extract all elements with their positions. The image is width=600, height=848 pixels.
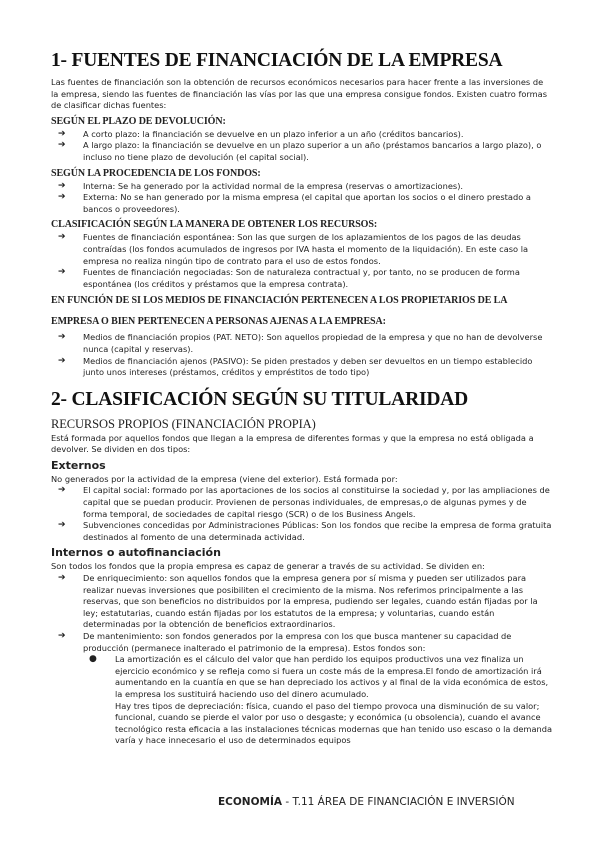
arrow-icon: ➔ [58,573,66,584]
footer-subject: ECONOMÍA [218,796,282,808]
arrow-icon: ➔ [58,232,66,243]
arrow-icon: ➔ [58,180,66,191]
list-item: ➔ El capital social: formado por las aportaciones de los socios al constituirse la sociedad y, por las ampliaciones de capital que se puedan producir. Provienen de personas individuales, de empresas,o de algunas pymes y de forma temporal, de sociedades de capital riesgo (SCR) o de los Business Angels. [58,485,550,519]
list-item: ➔ A corto plazo: la financiación se devuelve en un plazo inferior a un año (créditos bancarios). [58,128,464,139]
section-1-intro: Las fuentes de financiación son la obtención de recursos económicos necesarios para hacer frente a las inversiones de la empresa, siendo las fuentes de financiación las vías por las que una empresa consigue fondos. Existen cuatro formas de clasificar dichas fuentes: [51,77,548,111]
section-1-title: 1- FUENTES DE FINANCIACIÓN DE LA EMPRESA [51,50,503,71]
list-item: ➔ A largo plazo: la financiación se devuelve en un plazo superior a un año (préstamos bancarios a largo plazo), o incluso no tiene plazo de devolución (el capital social). [58,140,542,162]
arrow-icon: ➔ [58,128,66,139]
list-externos [51,485,553,543]
list-item: ➔ De enriquecimiento: son aquellos fondos que la empresa genera por sí misma y pueden ser utilizados para realizar nuevas inversiones que posibiliten el crecimiento de la misma. Nos referimos principalmente a las reservas, que son beneficios no distribuidos por la empresa, pudiendo ser legales, cuando están fijadas por la ley; estatutarias, cuando están fijadas por los estatutos de la empresa; y voluntarias, cuando están determinadas por la obtención de beneficios extraordinarios. [58,573,538,630]
arrow-icon: ➔ [58,192,66,203]
list-procedencia [51,181,553,216]
footer-topic: - T.11 ÁREA DE FINANCIACIÓN E INVERSIÓN [282,796,515,808]
heading-manera: CLASIFICACIÓN SEGÚN LA MANERA DE OBTENER LOS RECURSOS: [51,219,378,231]
list-propietarios [51,332,553,378]
arrow-icon: ➔ [58,485,66,496]
externos-intro: No generados por la actividad de la empresa (viene del exterior). Está formada por: [51,473,398,484]
list-plazo [51,129,553,164]
list-item: ● La amortización es el cálculo del valor que han perdido los equipos productivos una vez finaliza un ejercicio económico y se refleja como si fuera un coste más de la empresa.El fondo de amortización irá aumentando en la cuantía en que se han depreciado los activos y al final de la vida económica de estos, la empresa los sustituirá haciendo uso del dinero acumulado. Hay tres tipos de depreciación: física, cuando el paso del tiempo provoca una disminución de su valor; funcional, cuando se pierde el valor por uso o desgaste; y económica (u obsolencia), cuando el avance tecnológico resta eficacia a las instalaciones técnicas modernas que han tenido uso escaso o la demanda varía y hace innecesario el uso de determinados equipos [89,654,553,746]
list-item: ➔ Medios de financiación ajenos (PASIVO): Se piden prestados y deben ser devueltos en un tiempo establecido junto unos intereses (préstamos, créditos y empréstitos de todo tipo) [58,355,533,378]
heading-procedencia: SEGÚN LA PROCEDENCIA DE LOS FONDOS: [51,167,261,179]
arrow-icon: ➔ [58,355,66,366]
document-page [51,50,553,747]
section-2-subtitle: RECURSOS PROPIOS (FINANCIACIÓN PROPIA) [51,416,316,431]
list-manera [51,232,553,290]
heading-internos: Internos o autofinanciación [51,546,221,560]
arrow-icon: ➔ [58,631,66,641]
arrow-icon: ➔ [58,140,66,151]
heading-propietarios: EN FUNCIÓN DE SI LOS MEDIOS DE FINANCIACIÓN PERTENECEN A LOS PROPIETARIOS DE LA EMPRESA O BIEN PERTENECEN A PERSONAS AJENAS A LA EMPRESA: [51,295,507,328]
list-item: ➔ Subvenciones concedidas por Administraciones Públicas: Son los fondos que recibe la empresa de forma gratuita destinados al fomento de una determinada actividad. [58,520,552,542]
bullet-icon: ● [89,654,97,665]
arrow-icon: ➔ [58,520,66,531]
section-2-title: 2- CLASIFICACIÓN SEGÚN SU TITULARIDAD [51,388,468,410]
list-mantenimiento [51,654,553,747]
list-item: ➔ Fuentes de financiación espontánea: Son las que surgen de los aplazamientos de los pagos de las deudas contraídas (los fondos acumulados de ingresos por IVA hasta el momento de la liquidación). En este caso la empresa no realiza ningún tipo de contrato para el uso de estos fondos. [58,232,529,266]
list-item: ➔ Interna: Se ha generado por la actividad normal de la empresa (reservas o amortizaciones). [58,180,464,191]
list-item: ➔ Medios de financiación propios (PAT. NETO): Son aquellos propiedad de la empresa y que no han de devolverse nunca (capital y reservas). [58,332,543,354]
arrow-icon: ➔ [58,332,66,343]
arrow-icon: ➔ [58,267,66,278]
list-item: ➔ De mantenimiento: son fondos generados por la empresa con los que busca mantener su capacidad de producción (permanece inalterado el patrimonio de la empresa). Estos fondos son: [58,631,512,653]
internos-intro: Son todos los fondos que la propia empresa es capaz de generar a través de su actividad. Se dividen en: [51,561,485,572]
page-footer [218,796,538,808]
heading-externos: Externos [51,458,106,472]
list-internos [51,573,553,654]
section-2-intro: Está formada por aquellos fondos que llegan a la empresa de diferentes formas y que la empresa no está obligada a devolver. Se dividen en dos tipos: [51,432,534,455]
heading-plazo: SEGÚN EL PLAZO DE DEVOLUCIÓN: [51,115,226,127]
list-item: ➔ Externa: No se han generado por la misma empresa (el capital que aportan los socios o el dinero prestado a bancos o proveedores). [58,192,531,214]
list-item: ➔ Fuentes de financiación negociadas: Son de naturaleza contractual y, por tanto, no se producen de forma espontánea (los créditos y préstamos que la empresa contrata). [58,267,520,289]
